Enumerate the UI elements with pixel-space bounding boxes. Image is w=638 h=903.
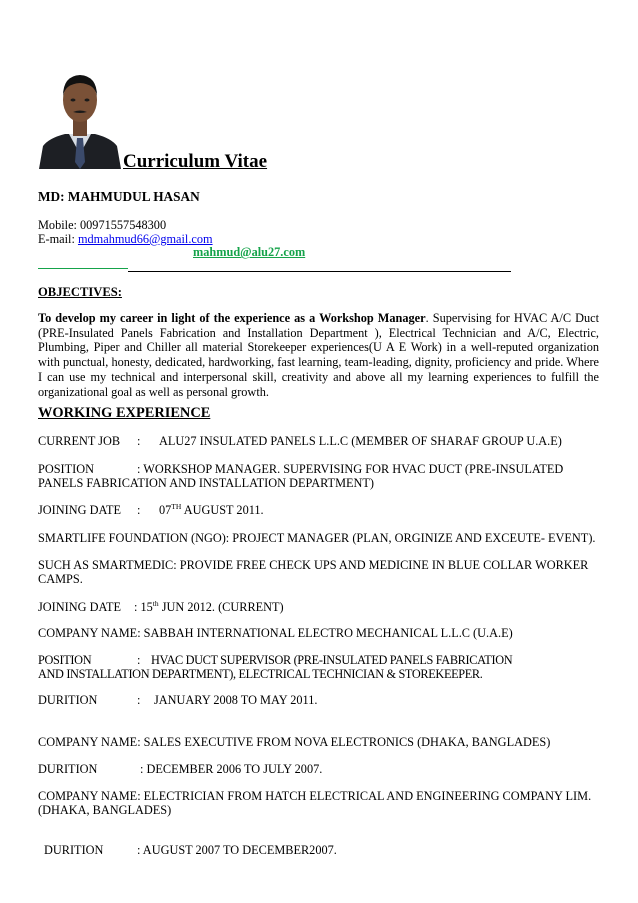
current-job-label: CURRENT JOB: [38, 434, 121, 448]
joining-date-2-pre: : 15: [134, 600, 153, 615]
working-experience-heading: WORKING EXPERIENCE: [38, 405, 211, 421]
joining-date-label: JOINING DATE: [38, 503, 121, 518]
duration-1-label: DURITION: [38, 693, 98, 707]
email-line: [38, 232, 213, 247]
joining-date-2-rest: JUN 2012. (CURRENT): [158, 600, 284, 615]
smartmedic-line: SUCH AS SMARTMEDIC: PROVIDE FREE CHECK UPS AND MEDICINE IN BLUE COLLAR WORKER CAMPS.: [38, 558, 589, 587]
profile-photo: [37, 62, 123, 169]
current-job-row: [38, 434, 562, 449]
joining-date-sup: TH: [171, 502, 182, 511]
candidate-name: MD: MAHMUDUL HASAN: [38, 189, 200, 204]
objectives-heading: OBJECTIVES:: [38, 285, 122, 299]
position-2-value: HVAC DUCT SUPERVISOR (PRE-INSULATED PANELS FABRICATION: [151, 653, 513, 667]
objectives-paragraph: [38, 311, 599, 399]
company-2-line: COMPANY NAME: SALES EXECUTIVE FROM NOVA ELECTRONICS (DHAKA, BANGLADES): [38, 735, 551, 749]
objectives-lead: To develop my career in light of the experience as a Workshop Manager: [38, 311, 426, 325]
joining-date-day: 07: [159, 503, 172, 518]
person-photo-icon: [37, 62, 123, 169]
divider-green: [38, 268, 128, 269]
position-2-row: [38, 653, 604, 681]
colon: :: [137, 653, 141, 667]
email-link[interactable]: mdmahmud66@gmail.com: [77, 232, 213, 246]
position-2-continuation: AND INSTALLATION DEPARTMENT), ELECTRICAL TECHNICIAN & STOREKEEPER.: [38, 667, 483, 682]
colon: :: [137, 503, 141, 518]
position-2-label: POSITION: [38, 653, 92, 667]
duration-2-row: [38, 762, 322, 777]
document-title: Curriculum Vitae: [123, 151, 268, 172]
position-value: : WORKSHOP MANAGER. SUPERVISING FOR HVAC DUCT (PRE-INSULATED PANELS FABRICATION AND INSTALLATION DEPARTMENT): [38, 462, 564, 491]
duration-2-value: : DECEMBER 2006 TO JULY 2007.: [140, 762, 323, 776]
duration-3-row: [44, 843, 337, 858]
current-job-value: ALU27 INSULATED PANELS L.L.C (MEMBER OF SHARAF GROUP U.A.E): [159, 434, 562, 448]
duration-3-value: : AUGUST 2007 TO DECEMBER2007.: [137, 843, 337, 857]
duration-2-label: DURITION: [38, 762, 98, 776]
position-label: POSITION: [38, 462, 95, 476]
duration-1-row: [38, 693, 317, 708]
divider: [128, 271, 511, 272]
duration-3-label: DURITION: [44, 843, 104, 857]
smartlife-line: SMARTLIFE FOUNDATION (NGO): PROJECT MANAGER (PLAN, ORGINIZE AND EXCEUTE- EVENT).: [38, 531, 596, 545]
position-row: [38, 462, 604, 490]
mobile-number: Mobile: 00971557548300: [38, 218, 167, 232]
duration-1-value: JANUARY 2008 TO MAY 2011.: [154, 693, 318, 707]
secondary-email-link[interactable]: mahmud@alu27.com: [193, 245, 306, 259]
company-3-line: COMPANY NAME: ELECTRICIAN FROM HATCH ELECTRICAL AND ENGINEERING COMPANY LIM. (DHAKA, BANGLADES): [38, 789, 592, 818]
colon: :: [137, 434, 141, 448]
email-label: E-mail:: [38, 232, 78, 246]
company-1-line: COMPANY NAME: SABBAH INTERNATIONAL ELECTRO MECHANICAL L.L.C (U.A.E): [38, 626, 513, 640]
joining-date-row: [38, 502, 264, 518]
joining-date-2-sup: th: [152, 599, 159, 608]
joining-date-2-row: [38, 599, 284, 615]
colon: :: [137, 693, 141, 707]
objectives-text: . Supervising for HVAC A/C Duct (PRE-Insulated Panels Fabrication and Installation Department ), Electrical Technician and A/C, Electric, Plumbing, Piper and Chiller all material Storekeeper experiences(U A E Work) in a well-reputed organization with punctual, honesty, dedicated, hardworking, fast learning, team-leading, dignity, proficiency and pride. Where I can use my technical and interpersonal skill, creativity and above all my learning experiences to fulfill the organizational goal as well as personal growth.: [38, 311, 599, 399]
joining-date-rest: AUGUST 2011.: [181, 503, 264, 518]
joining-date-2-label: JOINING DATE: [38, 600, 121, 615]
